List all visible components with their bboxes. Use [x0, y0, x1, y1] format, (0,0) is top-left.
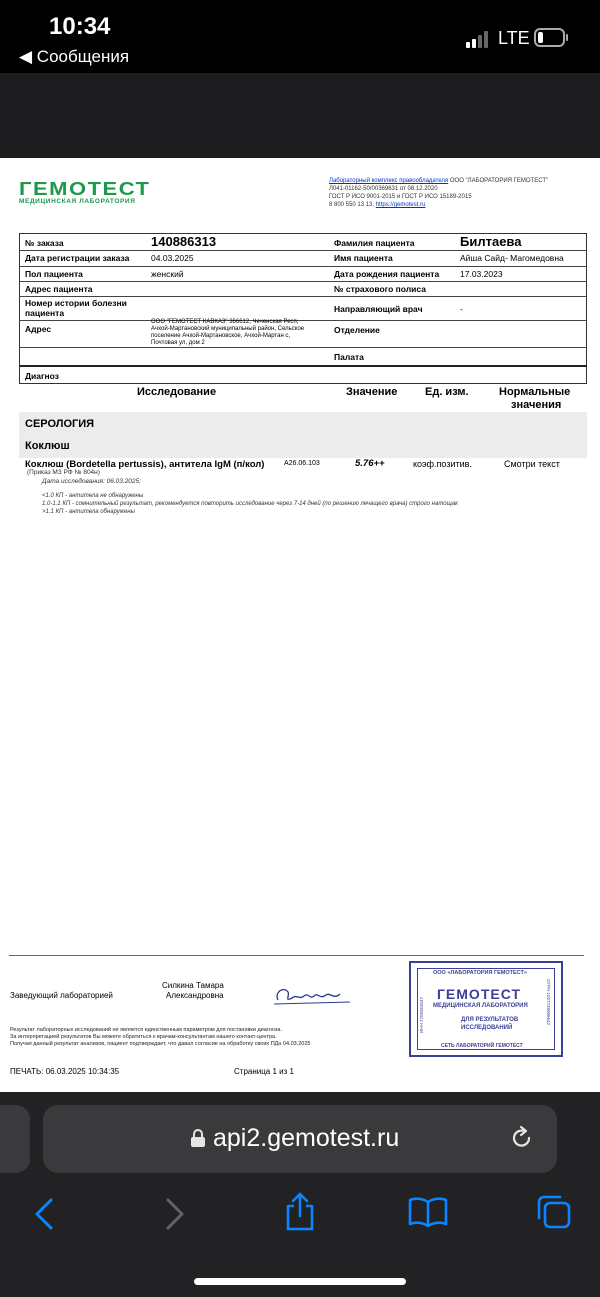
- page-label: Страница 1 из 1: [234, 1067, 294, 1076]
- back-icon[interactable]: [33, 1197, 55, 1231]
- order-label: № заказа: [25, 238, 64, 248]
- sex-value: женский: [151, 269, 184, 279]
- col-unit: Ед. изм.: [425, 386, 469, 398]
- print-label: ПЕЧАТЬ: 06.03.2025 10:34:35: [10, 1067, 120, 1076]
- note-line: <1.0 КП - антитела не обнаружены: [42, 493, 144, 499]
- history-label-2: пациента: [25, 308, 65, 318]
- address-label: Адрес: [25, 324, 52, 334]
- signature-image: [270, 980, 360, 1010]
- patient-address-label: Адрес пациента: [25, 284, 93, 294]
- stamp-inn: ИНН 7709363547: [419, 996, 424, 1033]
- bookmarks-icon[interactable]: [408, 1196, 448, 1228]
- test-date: Дата исследования: 06.03.2025;: [42, 478, 141, 485]
- surname-value: Билтаева: [460, 234, 522, 249]
- address-line-3: поселение Ачхой-Мартановское, Ачхой-Мартан с,: [151, 333, 291, 339]
- reg-date-label: Дата регистрации заказа: [25, 253, 130, 263]
- note-line: 1.0-1.1 КП - сомнительный результат, рекомендуется повторить исследование через 7-14 дней (по решению лечащего врача) строго натощак: [42, 501, 458, 507]
- sex-label: Пол пациента: [25, 269, 83, 279]
- signal-icon: [466, 31, 492, 48]
- surname-label: Фамилия пациента: [334, 238, 415, 248]
- header-link[interactable]: Лабораторный комплекс правообладателя: [329, 178, 449, 184]
- lock-icon: [190, 1128, 206, 1148]
- disclaimer-line: Результат лабораторных исследований не является единственным параметром для постановки диагноза.: [10, 1027, 282, 1033]
- policy-label: № страхового полиса: [334, 284, 426, 294]
- viewer-top-bar: [0, 73, 600, 158]
- col-study: Исследование: [137, 386, 217, 398]
- test-value: 5.76++: [355, 458, 385, 469]
- address-line-1: ООО "ГЕМОТЕСТ КАВКАЗ" 366612, Чеченская Респ,: [151, 319, 299, 325]
- name-label: Имя пациента: [334, 253, 393, 263]
- stamp-title: ГЕМОТЕСТ: [437, 986, 522, 1002]
- col-norm-2: значения: [511, 399, 562, 411]
- note-line: >1.1 КП - антитела обнаружены: [42, 509, 135, 515]
- test-norm: Смотри текст: [504, 459, 560, 469]
- stamp-purpose-2: ИССЛЕДОВАНИЙ: [461, 1025, 513, 1031]
- browser-toolbar: [0, 1092, 600, 1297]
- clock: 10:34: [49, 13, 111, 40]
- stamp-bottom: СЕТЬ ЛАБОРАТОРИЙ ГЕМОТЕСТ: [441, 1043, 523, 1049]
- home-indicator[interactable]: [194, 1278, 406, 1285]
- head-lab-name-2: Александровна: [166, 991, 224, 1000]
- subsection-title: Коклюш: [25, 440, 70, 452]
- section-title: СЕРОЛОГИЯ: [25, 418, 95, 430]
- previous-tab-peek[interactable]: [0, 1105, 30, 1173]
- department-label: Отделение: [334, 325, 380, 335]
- reg-date-value: 04.03.2025: [151, 253, 194, 263]
- battery-icon: [534, 28, 568, 47]
- stamp-ogrn: ОГРН 1027739005642: [546, 979, 551, 1025]
- test-unit: коэф.позитив.: [413, 459, 472, 469]
- tabs-icon[interactable]: [536, 1194, 572, 1230]
- address-bar[interactable]: [43, 1105, 557, 1173]
- header-gost: ГОСТ Р ИСО 9001-2015 и ГОСТ Р ИСО 15189-2015: [329, 194, 472, 200]
- section-band: [19, 412, 587, 458]
- lab-stamp: [409, 961, 563, 1057]
- address-line-2: Ачхой-Мартановский муниципальный район, Сельское: [151, 326, 305, 332]
- stamp-top: ООО «ЛАБОРАТОРИЯ ГЕМОТЕСТ»: [433, 970, 527, 976]
- head-lab-label: Заведующий лабораторией: [10, 991, 113, 1000]
- header-phone: 8 800 550 13 13,: [329, 202, 375, 208]
- test-code: А26.06.103: [284, 460, 320, 467]
- test-order-ref: (Приказ МЗ РФ № 804н): [27, 469, 100, 476]
- ward-label: Палата: [334, 352, 364, 362]
- stamp-purpose-1: ДЛЯ РЕЗУЛЬТАТОВ: [461, 1017, 519, 1023]
- logo-subtitle: МЕДИЦИНСКАЯ ЛАБОРАТОРИЯ: [19, 198, 136, 205]
- disclaimer-line: Получая данный результат анализов, пациент подтверждает, что давал согласие на обработку своих ПДн 04.03.2025: [10, 1041, 311, 1047]
- back-to-messages-link[interactable]: ◀ Сообщения: [19, 47, 130, 66]
- history-label-1: Номер истории болезни: [25, 298, 127, 308]
- doctor-value: -: [460, 304, 463, 314]
- stamp-sub: МЕДИЦИНСКАЯ ЛАБОРАТОРИЯ: [433, 1003, 528, 1009]
- name-value: Айша Сайд- Магомедовна: [460, 253, 564, 263]
- doctor-label: Направляющий врач: [334, 304, 423, 314]
- diagnosis-label: Диагноз: [25, 371, 59, 381]
- status-bar: [0, 0, 600, 73]
- reload-icon[interactable]: [509, 1125, 535, 1151]
- lab-report-document: [0, 158, 600, 1092]
- col-norm-1: Нормальные: [499, 386, 571, 398]
- address-line-4: Почтовая ул, дом 2: [151, 340, 205, 346]
- test-name: Коклюш (Bordetella pertussis), антитела IgM (п/кол): [25, 459, 265, 470]
- col-value: Значение: [346, 386, 398, 398]
- share-icon[interactable]: [284, 1192, 316, 1232]
- url-text[interactable]: api2.gemotest.ru: [213, 1124, 400, 1152]
- birth-label: Дата рождения пациента: [334, 269, 440, 279]
- forward-icon[interactable]: [164, 1197, 186, 1231]
- header-owner: ООО "ЛАБОРАТОРИЯ ГЕМОТЕСТ": [449, 178, 549, 184]
- disclaimer-line: За интерпретацией результатов Вы можете обратиться к врачам-консультантам нашего контакт-центра.: [10, 1034, 277, 1040]
- header-license: Л041-01162-50/00369631 от 08.12.2020: [329, 186, 438, 192]
- birth-value: 17.03.2023: [460, 269, 503, 279]
- order-value: 140886313: [151, 234, 217, 249]
- logo-title: ГЕМОТЕСТ: [19, 178, 151, 200]
- header-site-link[interactable]: https://gemotest.ru: [375, 202, 426, 208]
- head-lab-name-1: Силкина Тамара: [162, 981, 224, 990]
- network-label: LTE: [498, 28, 530, 48]
